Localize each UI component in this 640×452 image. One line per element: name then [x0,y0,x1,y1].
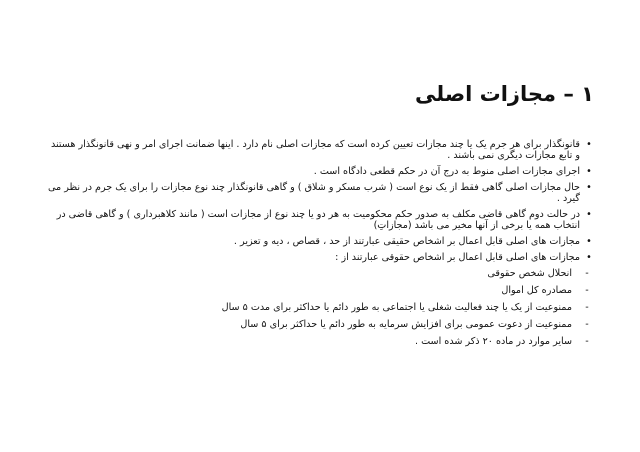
bullet-marker: • [586,209,592,220]
bullet-marker: • [586,182,592,193]
dash-text: انحلال شخص حقوقی [487,268,572,279]
bullet-item [44,252,594,263]
bullet-item [44,236,594,247]
bullet-marker: • [586,139,592,150]
page-title: ۱ – مجازات اصلی [415,82,594,106]
dash-item [44,302,594,313]
bullet-item [44,166,594,177]
bullet-text: مجازات های اصلی قابل اعمال بر اشخاص حقوقی عبارتند از : [335,252,580,263]
bullet-text: در حالت دوم گاهی قاضی مکلف به صدور حکم محکومیت به هر دو یا چند نوع از مجازات است ( مانند کلاهبرداری ) و گاهی قاضی در انتخاب همه یا برخی از آنها مخیر می باشد (مجازاتِ) [56,209,580,231]
bullet-text: حال مجازات اصلی گاهی فقط از یک نوع است ( شرب مسکر و شلاق ) و گاهی قانونگذار چند نوع مجازات را برای یک جرم در نظر می گیرد . [48,182,580,204]
bullet-text: قانونگذار برای هر جرم یک یا چند مجازات تعیین کرده است که مجازات اصلی نام دارد . اینها ضمانت اجرای امر و نهی قانونگذار هستند و تابع مجازات دیگری نمی باشند . [50,139,580,161]
dash-marker: - [585,302,589,313]
dash-item [44,336,594,347]
bullet-text: مجازات های اصلی قابل اعمال بر اشخاص حقیقی عبارتند از حد ، قصاص ، دیه و تعزیر . [233,236,580,247]
bullet-marker: • [586,236,592,247]
dash-marker: - [585,336,589,347]
bullet-text: اجرای مجازات اصلی منوط به درج آن در حکم قطعی دادگاه است . [313,166,580,177]
dash-text: ممنوعیت از یک یا چند فعالیت شغلی یا اجتماعی به طور دائم یا حداکثر برای مدت ۵ سال [221,302,572,313]
dash-marker: - [585,285,589,296]
bullet-marker: • [586,166,592,177]
dash-marker: - [585,268,589,279]
dash-text: سایر موارد در ماده ۲۰ ذکر شده است . [415,336,572,347]
dash-item [44,268,594,279]
bullet-marker: • [586,252,592,263]
dash-text: ممنوعیت از دعوت عمومی برای افزایش سرمایه به طور دائم یا حداکثر برای ۵ سال [240,319,572,330]
dash-item [44,319,594,330]
bullet-list [44,139,594,263]
dash-list [44,268,594,347]
dash-marker: - [585,319,589,330]
slide-content [44,139,594,353]
bullet-item [44,182,594,204]
bullet-item [44,139,594,161]
bullet-item [44,209,594,231]
dash-item [44,285,594,296]
dash-text: مصادره کل اموال [501,285,572,296]
